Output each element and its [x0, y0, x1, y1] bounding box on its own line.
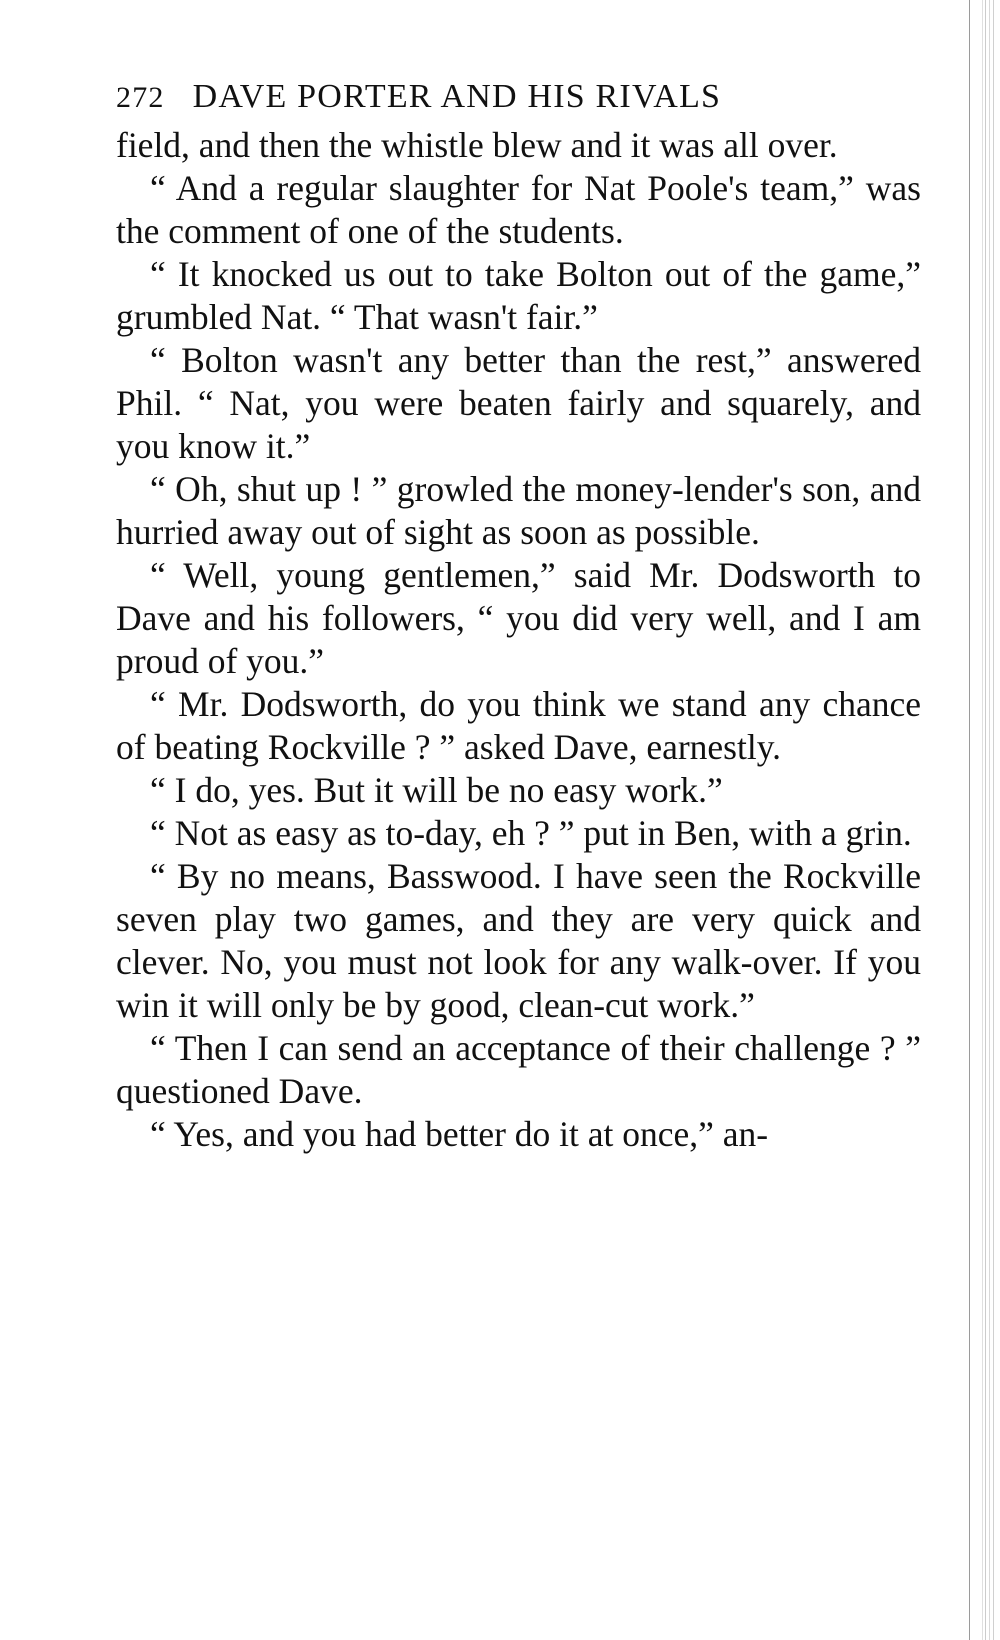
paragraph: “ Bolton wasn't any better than the rest,” answered Phil. “ Nat, you were beaten fairly and squarely, and you know it.” [116, 340, 921, 466]
paragraph: “ Mr. Dodsworth, do you think we stand any chance of beating Rockville ? ” asked Dave, earnestly. [116, 684, 921, 767]
paragraph: “ Well, young gentlemen,” said Mr. Dodsworth to Dave and his followers, “ you did very well, and I am proud of you.” [116, 555, 921, 681]
paragraph: “ By no means, Basswood. I have seen the Rockville seven play two games, and they are very quick and clever. No, you must not look for any walk-over. If you win it will only be by good, clean-cut work.” [116, 856, 921, 1025]
running-title: DAVE PORTER AND HIS RIVALS [192, 78, 722, 115]
page-edge-shading [978, 0, 1000, 1640]
page-text-block [116, 72, 921, 1156]
paragraph: “ Oh, shut up ! ” growled the money-lender's son, and hurried away out of sight as soon as possible. [116, 469, 921, 552]
paragraph: “ It knocked us out to take Bolton out of the game,” grumbled Nat. “ That wasn't fair.” [116, 254, 921, 337]
running-head [116, 72, 921, 122]
body-text [116, 124, 921, 1156]
paragraph-continuation: field, and then the whistle blew and it was all over. [116, 125, 838, 165]
paragraph: “ Then I can send an acceptance of their challenge ? ” questioned Dave. [116, 1028, 921, 1111]
paragraph: “ Yes, and you had better do it at once,” an- [150, 1114, 769, 1154]
paragraph: “ Not as easy as to-day, eh ? ” put in Ben, with a grin. [150, 813, 912, 853]
page-number: 272 [116, 81, 165, 114]
page-edge-line [969, 0, 970, 1640]
paragraph: “ I do, yes. But it will be no easy work.” [150, 770, 723, 810]
paragraph: “ And a regular slaughter for Nat Poole's team,” was the comment of one of the students. [116, 168, 921, 251]
